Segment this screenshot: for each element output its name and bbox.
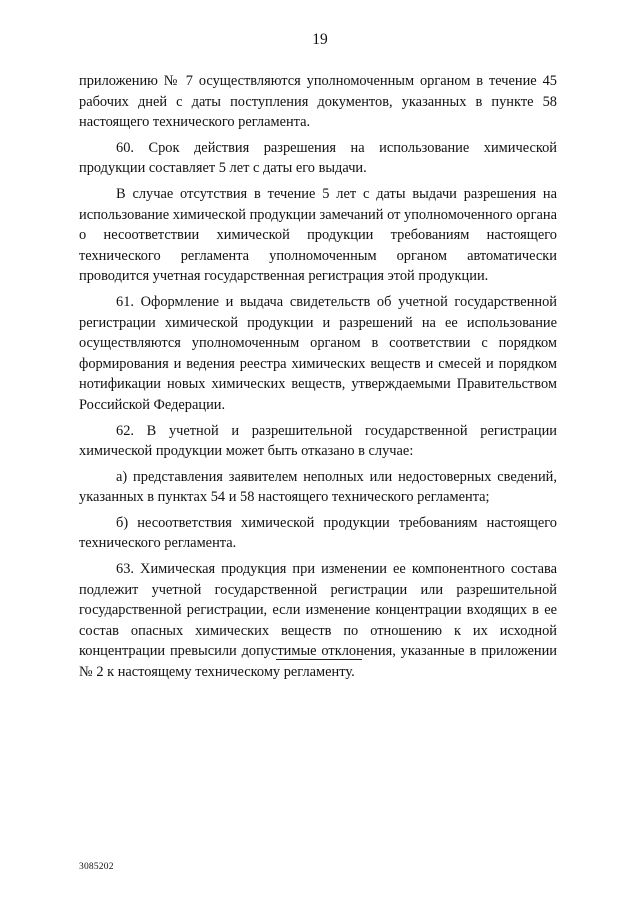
paragraph-62-item-a: а) представления заявителем неполных или недостоверных сведений, указанных в пунктах 54 и 58 настоящего технического регламента; (79, 468, 557, 506)
paragraph-continuation: приложению № 7 осуществляются уполномоченным органом в течение 45 рабочих дней с даты поступления документов, указанных в пункте 58 настоящего технического регламента. (79, 73, 557, 131)
paragraph-63: 63. Химическая продукция при изменении ее компонентного состава подлежит учетной государственной регистрации или разрешительной государственной регистрации, если изменение концентрации входящих в ее состав опасных химических веществ по отношению к их исходной концентрации превысили допустимые отклонения, указанные в приложении № 2 к настоящему техническому регламенту. (79, 561, 557, 681)
end-separator-line (276, 659, 362, 660)
document-code: 3085202 (79, 862, 114, 872)
paragraph-60: 60. Срок действия разрешения на использование химической продукции составляет 5 лет с даты его выдачи. (79, 139, 557, 177)
paragraph-60-auto-registration: В случае отсутствия в течение 5 лет с даты выдачи разрешения на использование химической продукции замечаний от уполномоченного органа о несоответствии химической продукции требованиям настоящего технического регламента уполномоченным органом автоматически проводится учетная государственная регистрация этой продукции. (79, 185, 557, 285)
paragraph-62-item-b: б) несоответствия химической продукции требованиям настоящего технического регламента. (79, 514, 557, 552)
paragraph-61: 61. Оформление и выдача свидетельств об учетной государственной регистрации химической продукции и разрешений на ее использование осуществляются уполномоченным органом в соответствии с порядком формирования и ведения реестра химических веществ и смесей и порядком нотификации новых химических веществ, утверждаемыми Правительством Российской Федерации. (79, 293, 557, 413)
paragraph-62: 62. В учетной и разрешительной государственной регистрации химической продукции может быть отказано в случае: (79, 422, 557, 460)
document-body (79, 71, 557, 688)
page-number: 19 (312, 31, 328, 48)
